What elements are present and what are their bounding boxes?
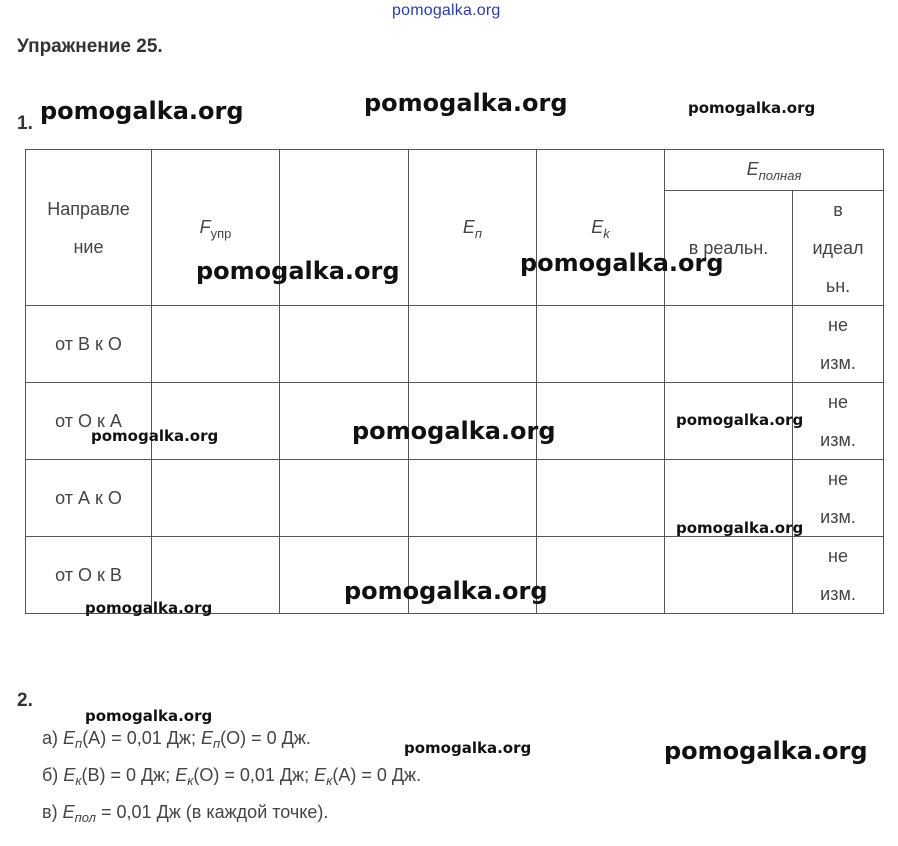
row-ideal: не изм. — [793, 537, 884, 614]
header-e-kinetic: $E_k$ — [537, 150, 665, 306]
row-ideal: не изм. — [793, 383, 884, 460]
row-direction: от В к О — [26, 306, 152, 383]
watermark: pomogalka.org — [91, 427, 219, 445]
table-row — [26, 306, 884, 383]
part1-number: 1. — [17, 113, 33, 134]
watermark: pomogalka.org — [664, 737, 868, 765]
watermark: pomogalka.org — [196, 257, 400, 285]
watermark: pomogalka.org — [85, 599, 213, 617]
watermark: pomogalka.org — [676, 519, 804, 537]
cell-empty — [152, 306, 280, 383]
header-e-potential: $E_п$ — [409, 150, 537, 306]
row-direction: от О к В — [26, 537, 152, 614]
exercise-title: Упражнение 25. — [17, 36, 163, 57]
row-ideal: не изм. — [793, 460, 884, 537]
cell-empty — [665, 306, 793, 383]
cell-empty — [409, 460, 537, 537]
row-direction: от О к А — [26, 383, 152, 460]
cell-empty — [537, 306, 665, 383]
header-real: в реальн. — [665, 191, 793, 306]
cell-empty — [280, 306, 409, 383]
watermark: pomogalka.org — [344, 577, 548, 605]
part2-number: 2. — [17, 690, 33, 711]
watermark: pomogalka.org — [520, 249, 724, 277]
header-ideal: в идеал ьн. — [793, 191, 884, 306]
watermark: pomogalka.org — [404, 739, 532, 757]
answer-b: б) $E_к(В) = 0$ Дж; $E_к(О) = 0,01$ Дж; $E_к(А) = 0$ Дж. — [42, 765, 422, 788]
watermark: pomogalka.org — [364, 89, 568, 117]
top-watermark: pomogalka.org — [392, 2, 501, 19]
answer-c: в) $E_{пол} = 0,01$ Дж (в каждой точке). — [42, 802, 329, 825]
table-header-row — [26, 150, 884, 191]
answer-table — [25, 149, 884, 614]
header-direction: Направле ние — [26, 150, 152, 306]
cell-empty — [409, 306, 537, 383]
watermark: pomogalka.org — [85, 707, 213, 725]
watermark: pomogalka.org — [352, 417, 556, 445]
cell-empty — [665, 537, 793, 614]
watermark: pomogalka.org — [676, 411, 804, 429]
cell-empty — [152, 460, 280, 537]
row-direction: от А к О — [26, 460, 152, 537]
watermark: pomogalka.org — [688, 99, 816, 117]
answer-a: а) $E_п(А) = 0,01$ Дж; $E_п(О) = 0$ Дж. — [42, 728, 311, 751]
header-f-elastic: $F_{упр}$ — [152, 150, 280, 306]
cell-empty — [537, 383, 665, 460]
watermark: pomogalka.org — [40, 97, 244, 125]
cell-empty — [537, 537, 665, 614]
row-ideal: не изм. — [793, 306, 884, 383]
cell-empty — [280, 460, 409, 537]
cell-empty — [537, 460, 665, 537]
header-e-full: $E_{полная}$ — [665, 150, 884, 191]
cell-empty — [152, 383, 280, 460]
